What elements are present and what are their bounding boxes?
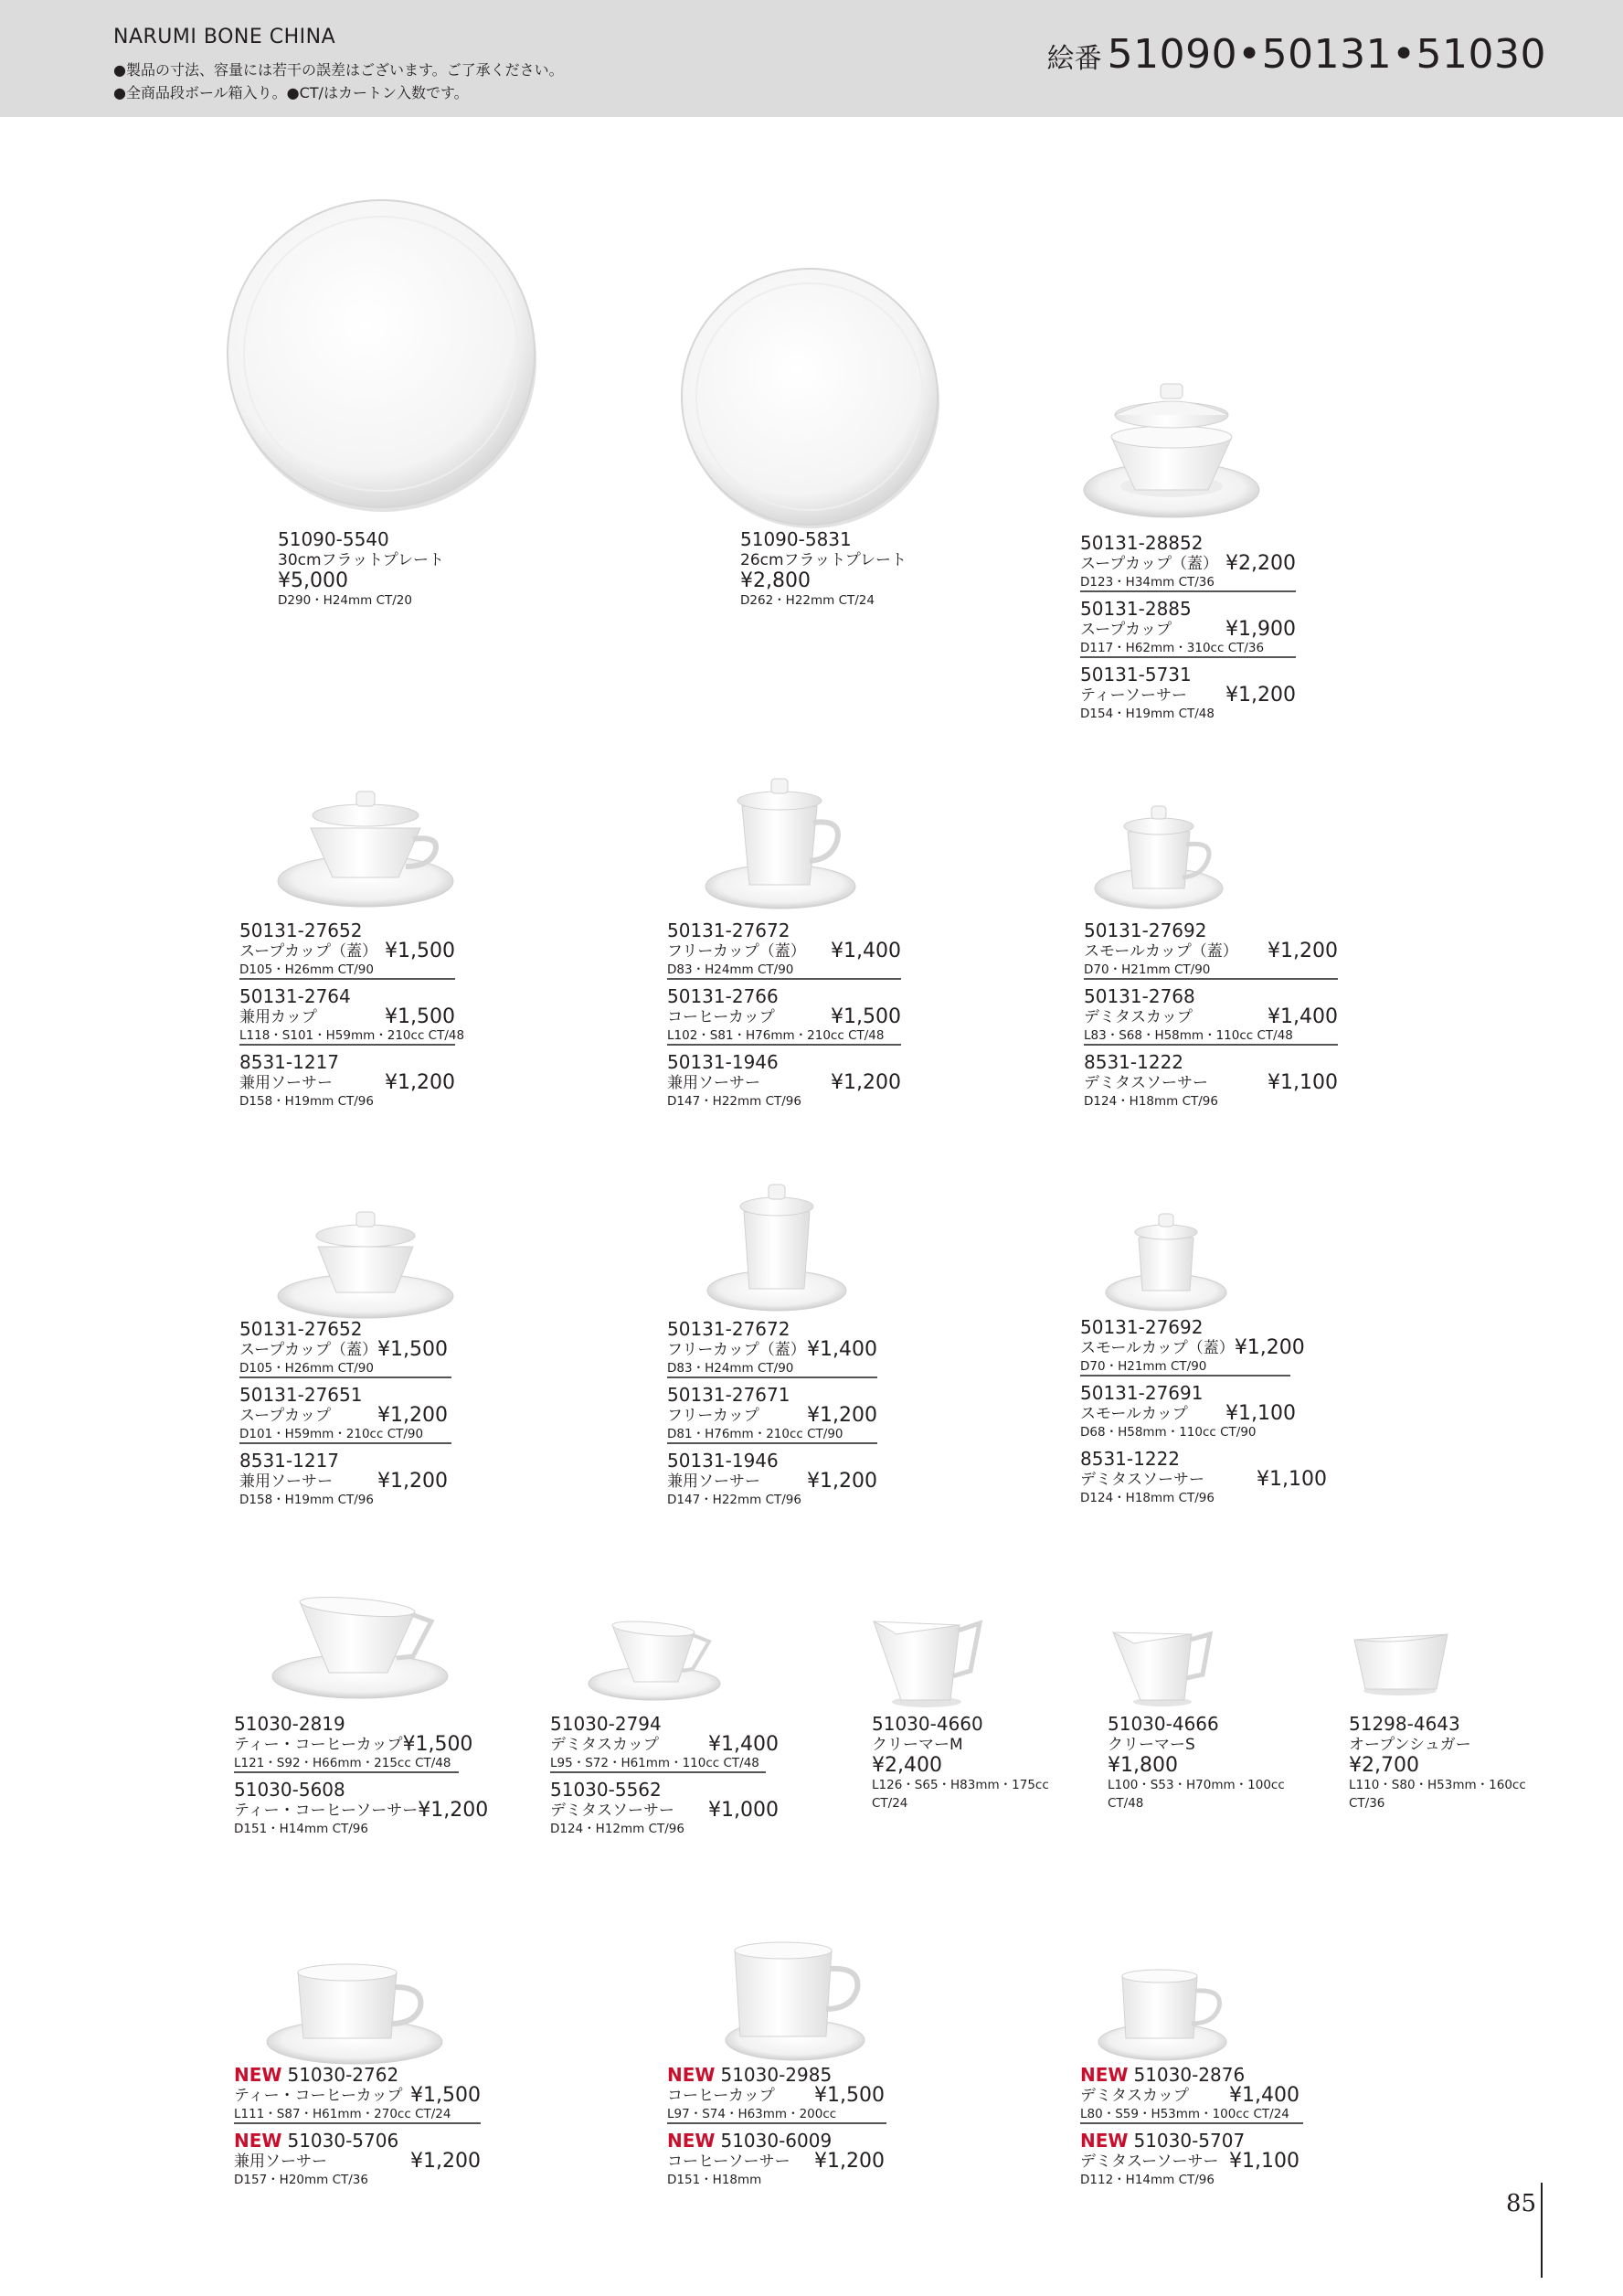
product-spec: L110・S80・H53mm・160cc (1349, 1778, 1526, 1792)
product-price: ¥1,400 (1229, 2084, 1299, 2107)
new-badge: NEW (234, 2130, 282, 2152)
product-name: デミタスソーサー (1084, 1074, 1208, 1092)
product-spec: D154・H19mm CT/48 (1080, 707, 1215, 721)
product-spec: L118・S101・H59mm・210cc CT/48 (239, 1027, 455, 1046)
product-price: ¥1,200 (807, 1404, 877, 1427)
product-name: 兼用カップ (239, 1008, 317, 1026)
product-name: 30cmフラットプレート (278, 551, 445, 569)
product-name: スープカップ（蓋） (1080, 555, 1218, 573)
product-group-r3b (667, 1318, 877, 1510)
product-spec: D117・H62mm・310cc CT/36 (1080, 640, 1296, 658)
product-name: 兼用ソーサー (239, 1074, 333, 1092)
product-name: スープカップ (239, 1407, 331, 1425)
product-price: ¥1,800 (1108, 1754, 1178, 1777)
product-name-row (550, 1735, 779, 1755)
product-name: スモールカップ (1080, 1405, 1188, 1423)
product-code: 51090-5540 (278, 528, 389, 550)
pattern-number (1047, 31, 1546, 78)
product-price: ¥1,500 (814, 2084, 885, 2107)
product-spec: L83・S68・H58mm・110cc CT/48 (1084, 1027, 1338, 1046)
product-code: 51030-5562 (550, 1779, 662, 1801)
product-name-row (667, 1340, 877, 1360)
soup-cup-lid-saucer-image (1080, 378, 1263, 525)
product-spec-ct: CT/48 (1108, 1796, 1144, 1811)
page-header (0, 0, 1623, 117)
product-name: デミタスソーサー (550, 1802, 674, 1820)
new-badge: NEW (667, 2064, 716, 2086)
product-code: 51030-2876 (1133, 2064, 1246, 2086)
product-spec: L102・S81・H76mm・210cc CT/48 (667, 1027, 901, 1046)
product-name-row (1080, 2152, 1299, 2172)
product-spec-ct: CT/36 (1349, 1796, 1385, 1811)
header-note-1: ●製品の寸法、容量には若干の誤差はございます。ご了承ください。 (113, 61, 564, 79)
product-code: 50131-5731 (1080, 664, 1192, 686)
plate-26cm-image (678, 265, 943, 530)
product-price: ¥1,500 (385, 1005, 455, 1028)
product-spec: D147・H22mm CT/96 (667, 1493, 801, 1507)
product-code: 50131-1946 (667, 1450, 779, 1472)
product-price: ¥1,100 (1257, 1468, 1327, 1491)
product-name-row (239, 1007, 455, 1027)
product-name: コーヒーソーサー (667, 2152, 790, 2171)
product-code-row (234, 2064, 481, 2086)
product-spec: D124・H18mm CT/96 (1084, 1094, 1218, 1109)
product-name: デミタスーソーサー (1080, 2152, 1219, 2171)
product-price: ¥1,200 (410, 2150, 481, 2173)
product-name: 26cmフラットプレート (740, 551, 907, 569)
product-name-row (1080, 2086, 1299, 2106)
new-badge: NEW (1080, 2130, 1129, 2152)
product-spec: L121・S92・H66mm・215cc CT/48 (234, 1755, 459, 1773)
product-spec: L126・S65・H83mm・175cc (872, 1778, 1049, 1792)
product-spec: D70・H21mm CT/90 (1080, 1358, 1290, 1377)
product-name: クリーマーM (872, 1736, 963, 1754)
product-name: ティー・コーヒーカップ (234, 2087, 403, 2105)
product-name-row (1080, 1404, 1296, 1424)
product-price: ¥1,100 (1225, 1402, 1296, 1425)
product-code: 51030-6009 (720, 2130, 833, 2152)
product-name-row (1080, 686, 1296, 706)
product-code: 51030-5608 (234, 1779, 345, 1801)
product-spec: D290・H24mm CT/20 (278, 593, 412, 608)
product-code-row (667, 2064, 886, 2086)
product-code: 50131-28852 (1080, 532, 1204, 554)
product-spec: D124・H18mm CT/96 (1080, 1491, 1215, 1505)
product-code: 51030-2762 (287, 2064, 399, 2086)
product-code: 50131-2764 (239, 985, 351, 1007)
product-4660 (872, 1713, 1049, 1813)
coffee-cup-saucer-image (724, 1938, 870, 2066)
product-name-row (667, 941, 901, 962)
pattern-label: 絵番 (1046, 43, 1102, 75)
small-cup-lid-saucer-image-2 (1102, 1206, 1230, 1316)
product-code-row (234, 2130, 481, 2152)
product-price: ¥1,200 (377, 1470, 448, 1493)
open-sugar-image (1349, 1627, 1453, 1696)
creamer-m-image (868, 1612, 987, 1709)
product-name: ティー・コーヒーカップ (234, 1736, 403, 1754)
product-code: 50131-2885 (1080, 598, 1192, 620)
product-code: 51030-2985 (720, 2064, 833, 2086)
product-name-row (667, 1406, 877, 1426)
product-code: 50131-2766 (667, 985, 779, 1007)
product-spec: L80・S59・H53mm・100cc CT/24 (1080, 2106, 1303, 2124)
product-code: 8531-1217 (239, 1450, 340, 1472)
product-spec: D105・H26mm CT/90 (239, 1360, 451, 1378)
product-code: 50131-27671 (667, 1384, 790, 1406)
product-price: ¥1,400 (708, 1733, 779, 1756)
product-name-row (667, 1007, 901, 1027)
product-name-row (667, 2086, 885, 2106)
product-group-r5c (1080, 2064, 1303, 2190)
product-spec: L111・S87・H61mm・270cc CT/24 (234, 2106, 481, 2124)
product-price: ¥5,000 (278, 569, 348, 592)
page-number: 85 (1506, 2190, 1537, 2217)
product-name-row (667, 1472, 877, 1492)
creamer-s-image (1108, 1623, 1217, 1707)
product-code: 50131-27692 (1084, 919, 1207, 941)
product-code: 50131-27652 (239, 1318, 363, 1340)
product-name-row (667, 2152, 885, 2172)
plate-30cm-image (223, 196, 543, 516)
soup-cup-lid-saucer-image-2 (274, 1203, 457, 1322)
product-name-row (239, 1340, 448, 1360)
product-spec: D101・H59mm・210cc CT/90 (239, 1426, 451, 1444)
product-spec: D262・H22mm CT/24 (740, 593, 875, 608)
product-name: スープカップ（蓋） (239, 1341, 377, 1359)
product-name-row (1084, 1007, 1338, 1027)
product-code: 8531-1222 (1084, 1051, 1184, 1073)
demitasse-cup-saucer-image (585, 1616, 722, 1707)
product-price: ¥1,200 (814, 2150, 885, 2173)
product-code: 51030-2819 (234, 1713, 345, 1735)
product-code: 50131-1946 (667, 1051, 779, 1073)
product-price: ¥1,000 (708, 1799, 779, 1822)
product-name: コーヒーカップ (667, 2087, 775, 2105)
product-name-row (234, 2152, 481, 2172)
product-price: ¥1,200 (377, 1404, 448, 1427)
product-code: 51298-4643 (1349, 1713, 1460, 1735)
product-code: 50131-27692 (1080, 1316, 1204, 1338)
product-price: ¥1,100 (1268, 1071, 1338, 1094)
product-group-r4a (234, 1713, 489, 1839)
product-spec: D81・H76mm・210cc CT/90 (667, 1426, 877, 1444)
product-name-row (667, 1073, 901, 1093)
product-price: ¥1,400 (831, 940, 901, 962)
product-name-row (1080, 554, 1296, 574)
product-code: 51030-4666 (1108, 1713, 1219, 1735)
new-badge: NEW (1080, 2064, 1129, 2086)
product-code: 50131-27651 (239, 1384, 363, 1406)
product-group-r5a (234, 2064, 481, 2190)
product-name: コーヒーカップ (667, 1008, 775, 1026)
demitasse-cup-saucer-image-2 (1097, 1954, 1234, 2066)
product-name: クリーマーS (1108, 1736, 1195, 1754)
product-group-r4b (550, 1713, 779, 1839)
product-spec: D105・H26mm CT/90 (239, 962, 455, 980)
product-4643 (1349, 1713, 1526, 1813)
product-51090-5540 (278, 528, 444, 611)
product-code: 51090-5831 (740, 528, 852, 550)
product-spec: D83・H24mm CT/90 (667, 1360, 877, 1378)
product-spec: L97・S74・H63mm・200cc (667, 2106, 886, 2124)
product-price: ¥1,200 (1225, 684, 1296, 707)
product-name-row (234, 1799, 489, 1822)
product-4666 (1108, 1713, 1285, 1813)
product-group-r3a (239, 1318, 448, 1510)
product-name-row (1080, 1336, 1305, 1359)
product-price: ¥1,500 (410, 2084, 481, 2107)
product-code: 50131-27672 (667, 919, 790, 941)
product-price: ¥2,800 (740, 569, 811, 592)
product-spec: D158・H19mm CT/96 (239, 1094, 374, 1109)
product-name: スモールカップ（蓋） (1080, 1339, 1235, 1357)
brand-title: NARUMI BONE CHINA (113, 26, 336, 48)
product-price: ¥1,200 (831, 1071, 901, 1094)
product-code-row (1080, 2130, 1303, 2152)
product-group-r2b (667, 919, 901, 1111)
product-spec: D158・H19mm CT/96 (239, 1493, 374, 1507)
product-51090-5831 (740, 528, 907, 611)
product-name: デミタスカップ (1080, 2087, 1189, 2105)
product-name-row (1080, 1470, 1327, 1490)
product-spec: L95・S72・H61mm・110cc CT/48 (550, 1755, 766, 1773)
product-group-r3c (1080, 1316, 1327, 1508)
product-name: スモールカップ（蓋） (1084, 942, 1238, 961)
product-name: デミタスカップ (1084, 1008, 1193, 1026)
product-name: スープカップ (1080, 621, 1172, 639)
product-name-row (1084, 1073, 1338, 1093)
product-name: 兼用ソーサー (234, 2152, 327, 2171)
product-price: ¥1,400 (1268, 1005, 1338, 1028)
product-spec: D68・H58mm・110cc CT/90 (1080, 1425, 1257, 1440)
product-price: ¥1,200 (418, 1799, 489, 1822)
product-code: 50131-27691 (1080, 1382, 1204, 1404)
product-spec: D112・H14mm CT/96 (1080, 2173, 1215, 2187)
product-name: フリーカップ (667, 1407, 759, 1425)
product-price: ¥1,200 (385, 1071, 455, 1094)
product-group-r2a (239, 919, 465, 1111)
product-name: スープカップ（蓋） (239, 942, 377, 961)
product-name-row (234, 1733, 473, 1756)
product-group-r1 (1080, 532, 1296, 724)
product-price: ¥1,200 (1234, 1336, 1305, 1359)
product-name: デミタスソーサー (1080, 1471, 1204, 1489)
header-note-2: ●全商品段ボール箱入り。●CT/はカートン入数です。 (113, 84, 469, 101)
product-name: デミタスカップ (550, 1736, 659, 1754)
product-name: オープンシュガー (1349, 1736, 1471, 1754)
product-price: ¥1,900 (1225, 618, 1296, 641)
product-spec: D83・H24mm CT/90 (667, 962, 901, 980)
tea-coffee-cup-saucer-image (269, 1590, 451, 1704)
product-name-row (234, 2086, 481, 2106)
page-number-rule (1541, 2183, 1543, 2278)
product-spec: D124・H12mm CT/96 (550, 1822, 684, 1836)
product-name: フリーカップ（蓋） (667, 1341, 806, 1359)
product-name: ティー・コーヒーソーサー (234, 1802, 419, 1820)
product-name: 兼用ソーサー (667, 1472, 760, 1491)
product-price: ¥1,500 (385, 940, 455, 962)
product-code-row (667, 2130, 886, 2152)
product-name: フリーカップ（蓋） (667, 942, 806, 961)
product-name-row (1080, 620, 1296, 640)
product-price: ¥1,200 (807, 1470, 877, 1493)
product-spec: D151・H18mm (667, 2173, 762, 2187)
product-group-r5b (667, 2064, 886, 2190)
product-price: ¥1,500 (377, 1338, 448, 1361)
product-price: ¥1,400 (807, 1338, 877, 1361)
product-code: 8531-1217 (239, 1051, 340, 1073)
product-price: ¥1,500 (831, 1005, 901, 1028)
product-name: 兼用ソーサー (667, 1074, 760, 1092)
product-spec: L100・S53・H70mm・100cc (1108, 1778, 1285, 1792)
product-code: 50131-2768 (1084, 985, 1195, 1007)
product-code: 50131-27652 (239, 919, 363, 941)
new-badge: NEW (234, 2064, 282, 2086)
product-spec-ct: CT/24 (872, 1796, 908, 1811)
soup-cup-lid-handle-saucer-image (274, 782, 457, 910)
product-name-row (239, 941, 455, 962)
product-code: 51030-5707 (1133, 2130, 1246, 2152)
product-name: ティーソーサー (1080, 686, 1187, 705)
tea-coffee-cup-saucer-image-2 (263, 1951, 446, 2069)
product-code: 51030-4660 (872, 1713, 983, 1735)
product-spec: D147・H22mm CT/96 (667, 1094, 801, 1109)
product-spec: D151・H14mm CT/96 (234, 1822, 368, 1836)
free-cup-lid-saucer-image-2 (704, 1179, 850, 1316)
product-name-row (239, 1073, 455, 1093)
product-price: ¥1,500 (402, 1733, 473, 1756)
product-code: 8531-1222 (1080, 1448, 1181, 1470)
product-name-row (239, 1406, 448, 1426)
product-code: 50131-27672 (667, 1318, 790, 1340)
product-spec: D157・H20mm CT/36 (234, 2173, 368, 2187)
product-group-r2c (1084, 919, 1338, 1111)
product-spec: D70・H21mm CT/90 (1084, 962, 1338, 980)
product-price: ¥1,200 (1268, 940, 1338, 962)
product-name: 兼用ソーサー (239, 1472, 333, 1491)
free-cup-lid-saucer-image (700, 773, 865, 914)
product-name-row (550, 1801, 779, 1821)
product-price: ¥2,200 (1225, 552, 1296, 575)
product-spec: D123・H34mm CT/36 (1080, 574, 1296, 592)
new-badge: NEW (667, 2130, 716, 2152)
product-name-row (1084, 941, 1338, 962)
product-code: 51030-2794 (550, 1713, 662, 1735)
product-name-row (239, 1472, 448, 1492)
product-price: ¥2,700 (1349, 1754, 1419, 1777)
product-price: ¥1,100 (1229, 2150, 1299, 2173)
pattern-numbers: 51090•50131•51030 (1107, 31, 1546, 78)
product-code-row (1080, 2064, 1303, 2086)
small-cup-lid-saucer-image (1093, 799, 1230, 914)
product-code: 51030-5706 (287, 2130, 399, 2152)
product-price: ¥2,400 (872, 1754, 942, 1777)
